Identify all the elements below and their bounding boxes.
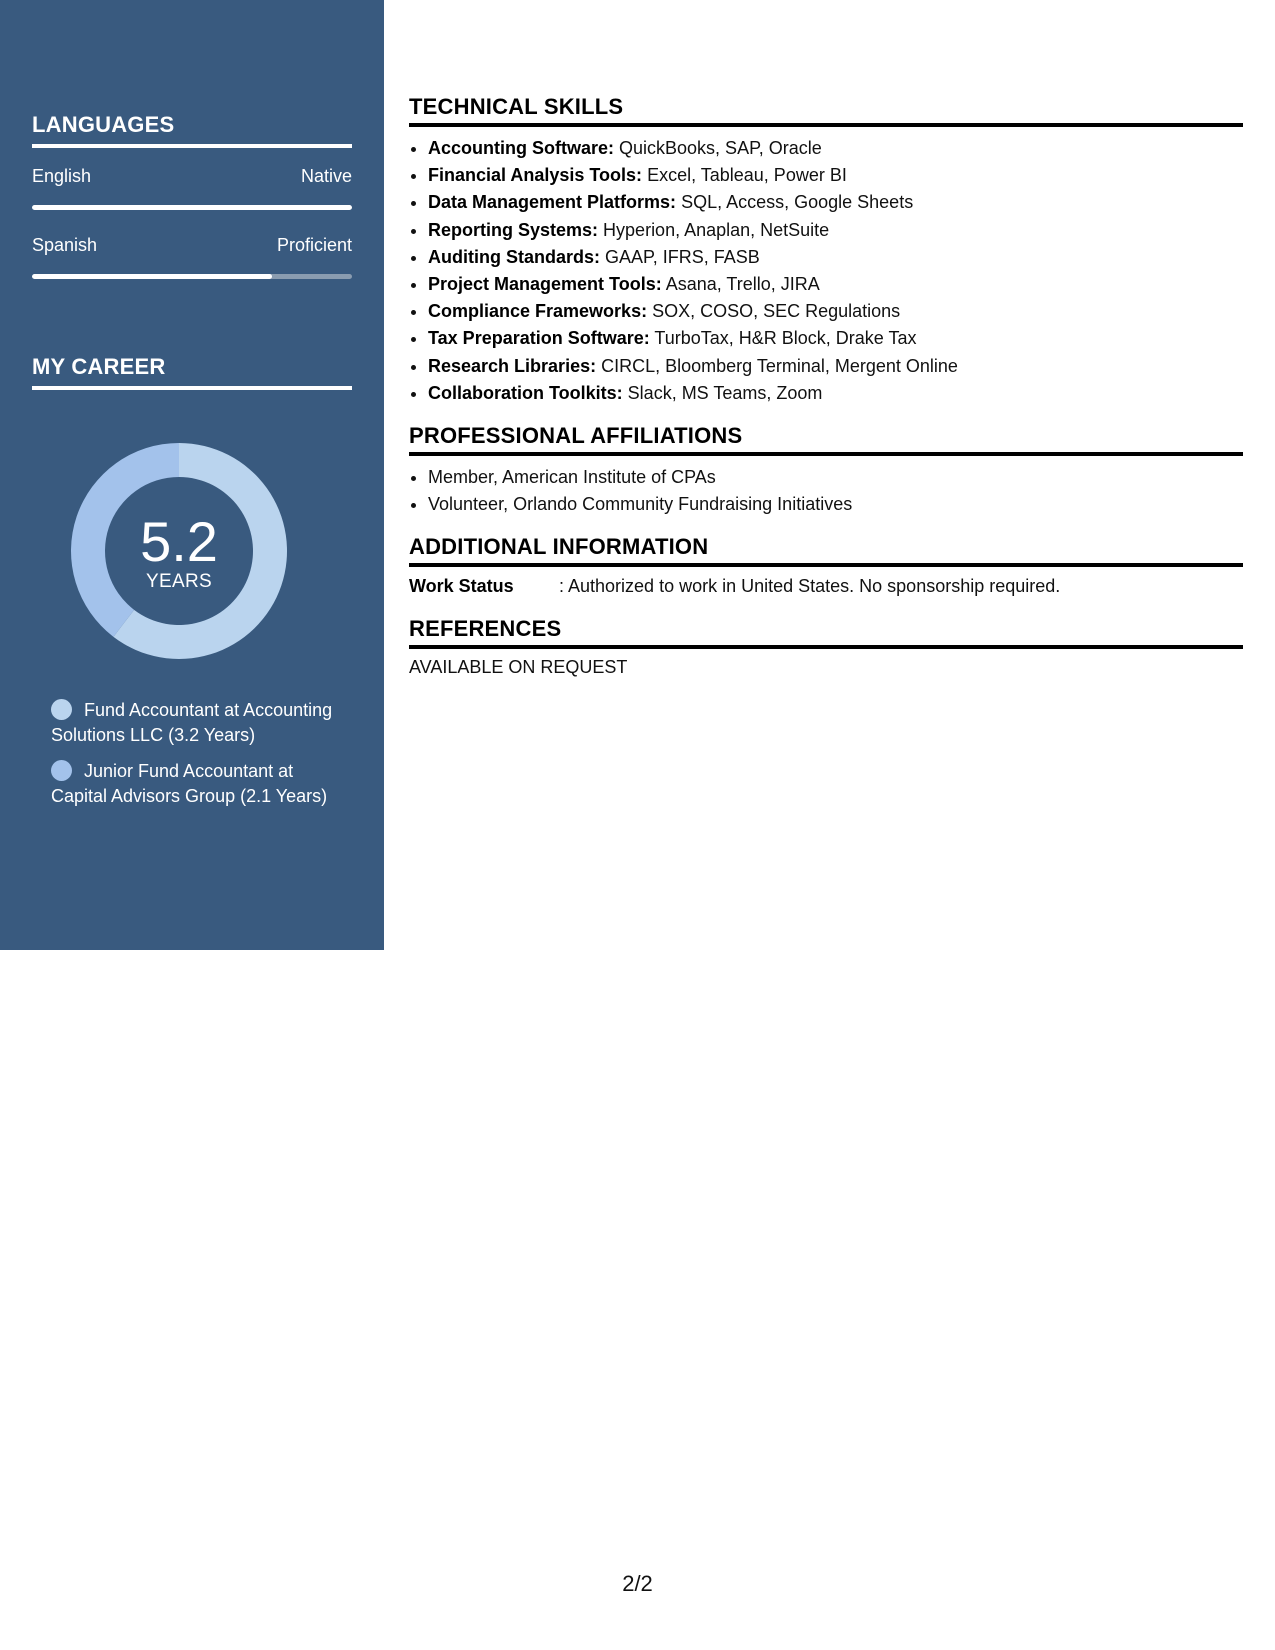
skill-label: Tax Preparation Software:	[428, 328, 650, 349]
career-donut-chart	[66, 438, 292, 664]
sidebar	[0, 0, 384, 950]
affiliations-heading: PROFESSIONAL AFFILIATIONS	[409, 423, 1243, 456]
technical-skills-section	[409, 94, 1243, 407]
language-spanish-fill	[32, 274, 272, 279]
skill-value: SQL, Access, Google Sheets	[676, 192, 914, 213]
language-spanish-bar	[32, 274, 352, 279]
skill-value: SOX, COSO, SEC Regulations	[647, 301, 901, 322]
career-total-value: 5.2	[140, 510, 218, 573]
skill-label: Financial Analysis Tools:	[428, 165, 643, 186]
skill-label: Research Libraries:	[428, 355, 597, 376]
legend-dot-icon	[51, 699, 72, 720]
skill-label: Reporting Systems:	[428, 219, 599, 240]
technical-skills-list	[428, 135, 1243, 407]
skill-label: Data Management Platforms:	[428, 192, 677, 213]
list-item: • Member, American Institute of CPAs	[428, 464, 1243, 491]
language-name: Spanish	[32, 235, 98, 255]
skill-label: Compliance Frameworks:	[428, 301, 648, 322]
skill-label: Accounting Software:	[428, 138, 615, 158]
skill-label: Collaboration Toolkits:	[428, 382, 623, 403]
skill-item	[428, 244, 1243, 271]
language-name: English	[32, 166, 92, 186]
skill-item	[428, 353, 1243, 380]
skill-value: Excel, Tableau, Power BI	[642, 165, 847, 186]
language-english-fill	[32, 205, 352, 210]
skill-label: Project Management Tools:	[428, 274, 662, 295]
skill-item	[428, 135, 1243, 162]
language-spanish	[32, 235, 352, 263]
references-section	[409, 616, 1243, 678]
technical-skills-heading: TECHNICAL SKILLS	[409, 94, 1243, 127]
skill-value: GAAP, IFRS, FASB	[600, 246, 760, 267]
skill-value: QuickBooks, SAP, Oracle	[614, 138, 822, 158]
affiliations-section	[409, 423, 1243, 518]
career-total-unit: YEARS	[146, 571, 212, 592]
page-number: 2/2	[622, 1571, 653, 1596]
career-heading: MY CAREER	[32, 354, 352, 390]
work-status-key: Work Status	[409, 576, 514, 597]
skill-item	[428, 325, 1243, 352]
skill-value: Hyperion, Anaplan, NetSuite	[598, 219, 830, 240]
career-legend-label: Fund Accountant at Accounting Solutions LLC (3.2 Years)	[51, 700, 333, 745]
donut-center	[66, 438, 292, 664]
skill-item	[428, 380, 1243, 407]
skill-value: Slack, MS Teams, Zoom	[622, 382, 823, 403]
skill-value: TurboTax, H&R Block, Drake Tax	[649, 328, 917, 349]
work-status-row	[409, 573, 1243, 600]
skill-item	[428, 189, 1243, 216]
language-level: Proficient	[276, 235, 352, 255]
affiliations-list	[428, 464, 1243, 518]
language-english	[32, 166, 352, 194]
references-heading: REFERENCES	[409, 616, 1243, 649]
career-legend-label: Junior Fund Accountant at Capital Advisors Group (2.1 Years)	[51, 761, 328, 806]
career-legend	[51, 698, 341, 820]
skill-item	[428, 271, 1243, 298]
main-content	[409, 94, 1243, 678]
additional-info-heading: ADDITIONAL INFORMATION	[409, 534, 1243, 567]
skill-label: Auditing Standards:	[428, 246, 600, 267]
list-item: • Volunteer, Orlando Community Fundraising Initiatives	[428, 491, 1243, 518]
language-english-bar	[32, 205, 352, 210]
skill-item	[428, 217, 1243, 244]
languages-heading: LANGUAGES	[32, 112, 352, 148]
career-legend-item	[51, 759, 341, 808]
skill-item	[428, 298, 1243, 325]
skill-value: Asana, Trello, JIRA	[661, 274, 820, 295]
language-level: Native	[300, 166, 352, 186]
career-legend-item	[51, 698, 341, 747]
additional-info-section	[409, 534, 1243, 600]
legend-dot-icon	[51, 760, 72, 781]
skill-item	[428, 162, 1243, 189]
skill-value: CIRCL, Bloomberg Terminal, Mergent Online	[596, 355, 958, 376]
work-status-value: : Authorized to work in United States. No sponsorship required.	[559, 576, 1061, 597]
references-text: AVAILABLE ON REQUEST	[409, 657, 628, 678]
